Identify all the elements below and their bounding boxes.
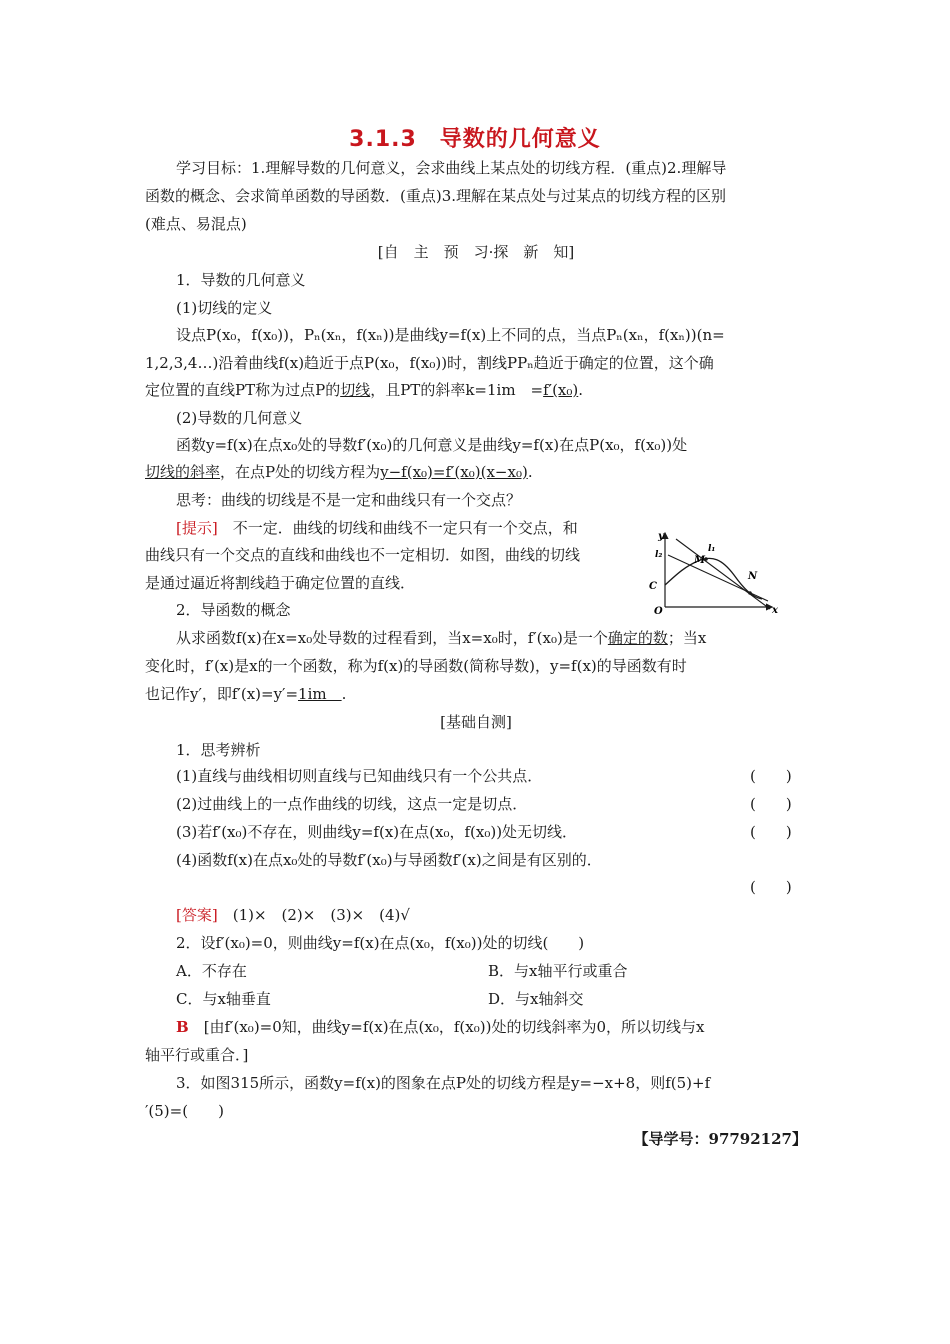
- q2-option-c: C．与x轴垂直: [176, 990, 271, 1008]
- answer-blank-tangent-equation: y−f(x₀)=f′(x₀)(x−x₀): [380, 463, 528, 481]
- hint-line-3: 是通过逼近将割线趋于确定位置的直线．: [145, 574, 416, 592]
- q2-explanation-text: [由f′(x₀)=0知，曲线y=f(x)在点(x₀，f(x₀))处的切线斜率为0，所以切线与x: [188, 1018, 705, 1036]
- think-question: 思考：曲线的切线是不是一定和曲线只有一个交点？: [176, 491, 522, 509]
- tangent-def-line-2: 1,2,3,4…)沿着曲线f(x)趋近于点P(x₀，f(x₀))时，割线PPₙ趋近于确定的位置，这个确: [145, 354, 714, 372]
- q1-blank-2: ( ): [750, 795, 792, 813]
- answer-label: [答案]: [176, 906, 218, 924]
- q1-blank-1: ( ): [750, 767, 792, 785]
- section-1-title: 1．导数的几何意义: [176, 271, 306, 289]
- hint-text-1: 不一定．曲线的切线和曲线不一定只有一个交点，和: [217, 519, 578, 537]
- tangent-def-line-3: [145, 380, 807, 400]
- label-c: C: [649, 581, 657, 592]
- objectives-line-2: 函数的概念、会求简单函数的导函数．(重点)3.理解在某点处与过某点的切线方程的区别: [145, 187, 727, 205]
- derivative-function-line-3: [145, 684, 807, 704]
- label-l2: l₂: [655, 550, 663, 560]
- section-preview-heading: [自 主 预 习·探 新 知]: [377, 243, 575, 261]
- tangent-def-line-1: 设点P(x₀，f(x₀))，Pₙ(xₙ，f(xₙ))是曲线y=f(x)上不同的点，当点Pₙ(xₙ，f(xₙ))(n=: [176, 326, 725, 344]
- section-1-sub-2: (2)导数的几何意义: [176, 409, 303, 427]
- deriv-text-d: .: [341, 685, 347, 703]
- q2-answer-letter: B: [176, 1018, 189, 1036]
- q1-blank-4: ( ): [750, 878, 792, 896]
- q2-option-a: A．不存在: [176, 962, 247, 980]
- q1-item-3: (3)若f′(x₀)不存在，则曲线y=f(x)在点(x₀，f(x₀))处无切线．: [176, 823, 578, 841]
- geometric-meaning-line-2: [145, 462, 807, 482]
- q1-title: 1．思考辨析: [176, 741, 261, 759]
- point-n: [748, 591, 752, 595]
- geometric-text-b: .: [527, 463, 533, 481]
- label-l1: l₁: [708, 544, 716, 554]
- label-n: N: [748, 571, 758, 582]
- answer-blank-tangent-slope: 切线的斜率: [145, 463, 221, 481]
- q3-stem-line-2: ′(5)=( ): [145, 1102, 224, 1120]
- q3-stem-line-1: 3．如图315所示，函数y=f(x)的图象在点P处的切线方程是y=−x+8，则f(5)+f: [176, 1074, 711, 1092]
- q2-option-b: B．与x轴平行或重合: [488, 962, 628, 980]
- answer-text: (1)× (2)× (3)× (4)√: [217, 906, 410, 924]
- objectives-line-3: (难点、易混点): [145, 215, 247, 233]
- q1-item-2: (2)过曲线上的一点作曲线的切线，这点一定是切点．: [176, 795, 528, 813]
- geometric-meaning-line-1: 函数y=f(x)在点x₀处的导数f′(x₀)的几何意义是曲线y=f(x)在点P(x₀，f(x₀))处: [176, 436, 688, 454]
- hint-line-2: 曲线只有一个交点的直线和曲线也不一定相切．如图，曲线的切线: [145, 546, 581, 564]
- derivative-function-line-1: [176, 628, 807, 648]
- q1-item-4: (4)函数f(x)在点x₀处的导数f′(x₀)与导函数f′(x)之间是有区别的．: [176, 851, 602, 869]
- hint-label: [提示]: [176, 519, 218, 537]
- q2-explanation-line-2: 轴平行或重合．]: [145, 1046, 249, 1064]
- answer-blank-limit: 1im: [298, 685, 342, 703]
- section-2-title: 2．导函数的概念: [176, 601, 291, 619]
- label-m: M: [694, 555, 706, 566]
- derivative-function-line-2: 变化时，f′(x)是x的一个函数，称为f(x)的导函数(简称导数)，y=f(x)的导函数有时: [145, 657, 687, 675]
- answer-blank-definite-number: 确定的数: [607, 629, 668, 647]
- label-y: y: [658, 531, 664, 542]
- label-o: O: [654, 606, 663, 617]
- deriv-text-c: 也记作y′，即f′(x)=y′=: [145, 685, 299, 703]
- guide-number: 【导学号：97792127】: [633, 1130, 807, 1148]
- tangent-def-text-a: 定位置的直线PT称为过点P的: [145, 381, 341, 399]
- tangent-def-text-b: ，且PT的斜率k=1im =: [370, 381, 544, 399]
- q2-explanation-line-1: [176, 1017, 807, 1037]
- deriv-text-a: 从求函数f(x)在x=x₀处导数的过程看到，当x=x₀时，f′(x₀)是一个: [176, 629, 608, 647]
- q1-item-1: (1)直线与曲线相切则直线与已知曲线只有一个公共点．: [176, 767, 543, 785]
- lesson-title: 3.1.3 导数的几何意义: [349, 127, 601, 152]
- q2-option-d: D．与x轴斜交: [488, 990, 584, 1008]
- section-test-heading: [基础自测]: [440, 713, 512, 731]
- q1-answer: [176, 905, 807, 925]
- geometric-text-a: ，在点P处的切线方程为: [220, 463, 381, 481]
- q2-stem: 2．设f′(x₀)=0，则曲线y=f(x)在点(x₀，f(x₀))处的切线( ): [176, 934, 585, 952]
- objectives-line-1: 学习目标：1.理解导数的几何意义，会求曲线上某点处的切线方程．(重点)2.理解导: [176, 159, 727, 177]
- deriv-text-b: ；当x: [667, 629, 707, 647]
- tangent-def-text-c: .: [578, 381, 584, 399]
- answer-blank-slope: f′(x₀): [543, 381, 579, 399]
- label-x: x: [772, 605, 778, 616]
- section-1-sub-1: (1)切线的定义: [176, 299, 273, 317]
- hint-line-1: [176, 518, 646, 538]
- answer-blank-tangent: 切线: [340, 381, 371, 399]
- q1-blank-3: ( ): [750, 823, 792, 841]
